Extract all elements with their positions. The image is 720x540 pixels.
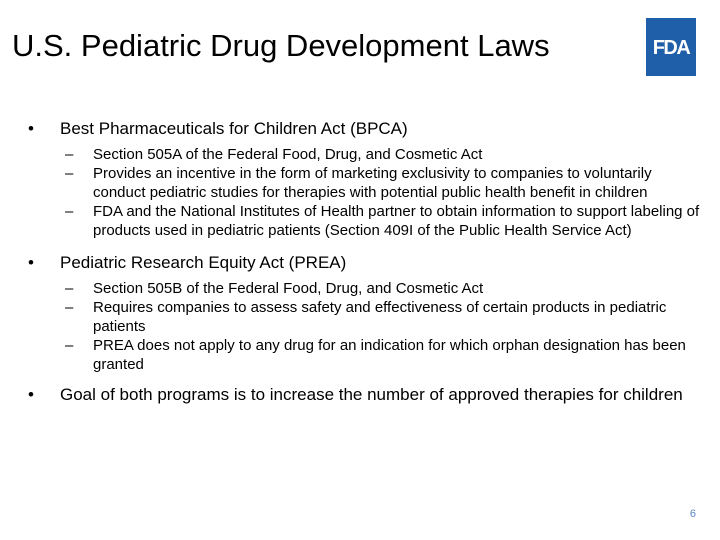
bullet-text: Goal of both programs is to increase the number of approved therapies for children — [60, 385, 683, 404]
sub-bullet-item — [65, 336, 708, 374]
sub-bullet-item — [65, 164, 708, 202]
bullet-text: Best Pharmaceuticals for Children Act (BPCA) — [60, 119, 408, 138]
dash-marker: – — [65, 203, 74, 220]
sub-bullet-text: Section 505A of the Federal Food, Drug, and Cosmetic Act — [93, 146, 483, 163]
dash-marker: – — [65, 280, 74, 297]
sub-bullet-item — [65, 279, 708, 298]
dash-marker: – — [65, 337, 74, 354]
page-number: 6 — [689, 508, 696, 520]
bullet-marker: • — [28, 119, 34, 138]
bullet-item-goal — [28, 384, 708, 405]
sub-bullet-list — [65, 279, 708, 374]
sub-bullet-list — [65, 145, 708, 240]
sub-bullet-text: Section 505B of the Federal Food, Drug, and Cosmetic Act — [93, 280, 484, 297]
sub-bullet-text: FDA and the National Institutes of Health partner to obtain information to support labeling of products used in pediatric patients (Section 409I of the Public Health Service Act) — [93, 203, 700, 239]
sub-bullet-item — [65, 145, 708, 164]
bullet-item-bpca — [28, 118, 708, 139]
dash-marker: – — [65, 146, 74, 163]
bullet-marker: • — [28, 385, 34, 404]
bullet-list — [28, 118, 708, 405]
bullet-marker: • — [28, 253, 34, 272]
sub-bullet-text: Provides an incentive in the form of marketing exclusivity to companies to voluntarily conduct pediatric studies for therapies with potential public health benefit in children — [93, 165, 652, 201]
bullet-text: Pediatric Research Equity Act (PREA) — [60, 253, 347, 272]
sub-bullet-item — [65, 298, 708, 336]
sub-bullet-text: PREA does not apply to any drug for an indication for which orphan designation has been granted — [93, 337, 686, 373]
sub-bullet-text: Requires companies to assess safety and effectiveness of certain products in pediatric patients — [93, 299, 667, 335]
slide-title: U.S. Pediatric Drug Development Laws — [12, 28, 550, 63]
fda-logo-text: FDA — [652, 37, 690, 59]
fda-logo-icon — [650, 35, 692, 59]
fda-logo — [646, 18, 696, 76]
sub-bullet-item — [65, 202, 708, 240]
bullet-item-prea — [28, 252, 708, 273]
dash-marker: – — [65, 299, 74, 316]
dash-marker: – — [65, 165, 74, 182]
